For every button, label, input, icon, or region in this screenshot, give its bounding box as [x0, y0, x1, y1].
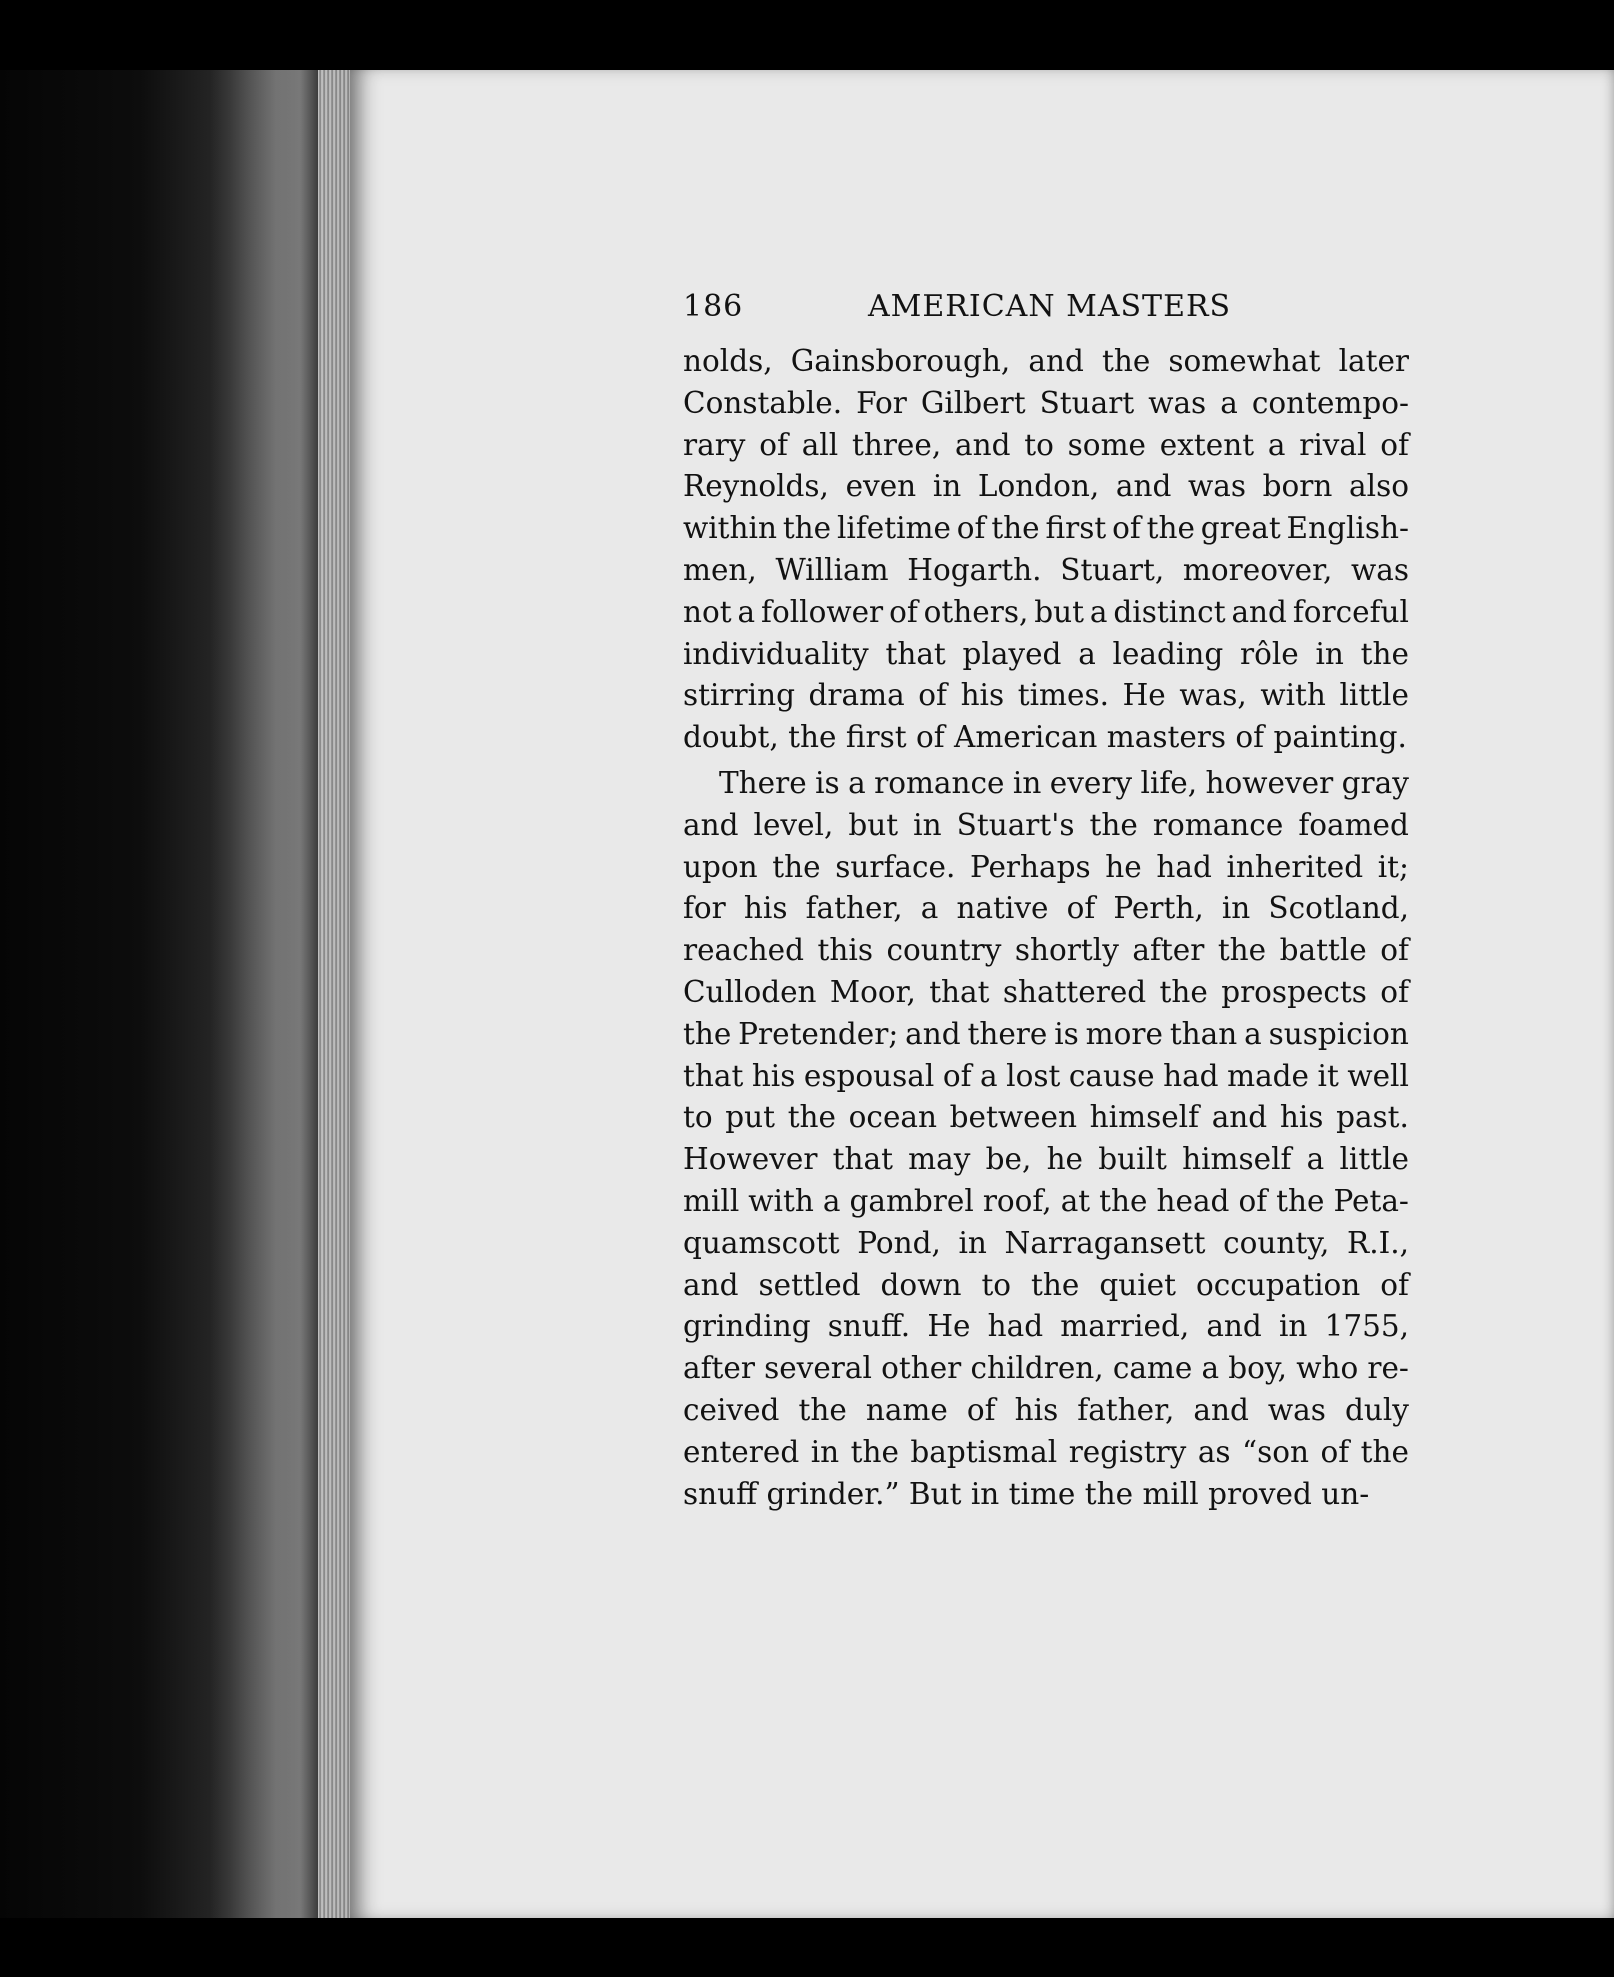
text-line: grinding snuff. He had married, and in 1755,: [683, 1309, 1409, 1344]
text-line: However that may be, he built himself a little: [683, 1142, 1409, 1177]
text-line: snuff grinder.” But in time the mill proved un-: [683, 1476, 1370, 1511]
text-line: upon the surface. Perhaps he had inherited it;: [683, 849, 1409, 884]
text-line: Reynolds, even in London, and was born also: [683, 469, 1409, 504]
text-line: rary of all three, and to some extent a rival of: [683, 427, 1409, 462]
page-number: 186: [683, 289, 744, 324]
text-line: to put the ocean between himself and his past.: [683, 1100, 1409, 1135]
text-line: mill with a gambrel roof, at the head of the Peta-: [683, 1183, 1409, 1218]
text-block: [683, 289, 1409, 1515]
text-line: doubt, the first of American masters of painting.: [683, 720, 1407, 755]
text-line: not a follower of others, but a distinct and forceful: [683, 594, 1409, 629]
text-line: reached this country shortly after the battle of: [683, 933, 1409, 968]
text-line: Constable. For Gilbert Stuart was a contempo-: [683, 385, 1409, 420]
spine-highlight: [210, 0, 330, 1977]
text-line: quamscott Pond, in Narragansett county, R.I.,: [683, 1225, 1409, 1260]
running-head: [683, 289, 1409, 341]
text-line: and settled down to the quiet occupation of: [683, 1267, 1409, 1302]
text-line: There is a romance in every life, however gray: [719, 765, 1409, 800]
text-line: entered in the baptismal registry as “son of the: [683, 1434, 1409, 1469]
top-scan-border: [0, 0, 1614, 70]
text-line: and level, but in Stuart's the romance foamed: [683, 807, 1409, 842]
body-text: [683, 341, 1409, 1515]
page-stack-edge: [318, 68, 352, 1918]
text-line: after several other children, came a boy, who re-: [683, 1351, 1409, 1386]
text-line: ceived the name of his father, and was duly: [683, 1392, 1409, 1427]
text-line: nolds, Gainsborough, and the somewhat later: [683, 344, 1409, 378]
text-line: the Pretender; and there is more than a suspicion: [683, 1016, 1409, 1051]
running-head-title: AMERICAN MASTERS: [868, 289, 1232, 324]
text-line: individuality that played a leading rôle in the: [683, 636, 1409, 671]
text-line: within the lifetime of the first of the great English-: [683, 511, 1409, 546]
bottom-scan-border: [0, 1918, 1614, 1977]
text-line: that his espousal of a lost cause had made it well: [683, 1058, 1409, 1093]
text-line: stirring drama of his times. He was, with little: [683, 678, 1409, 713]
text-line: Culloden Moor, that shattered the prospects of: [683, 974, 1409, 1009]
text-line: for his father, a native of Perth, in Scotland,: [683, 891, 1409, 926]
text-line: men, William Hogarth. Stuart, moreover, was: [683, 552, 1409, 587]
